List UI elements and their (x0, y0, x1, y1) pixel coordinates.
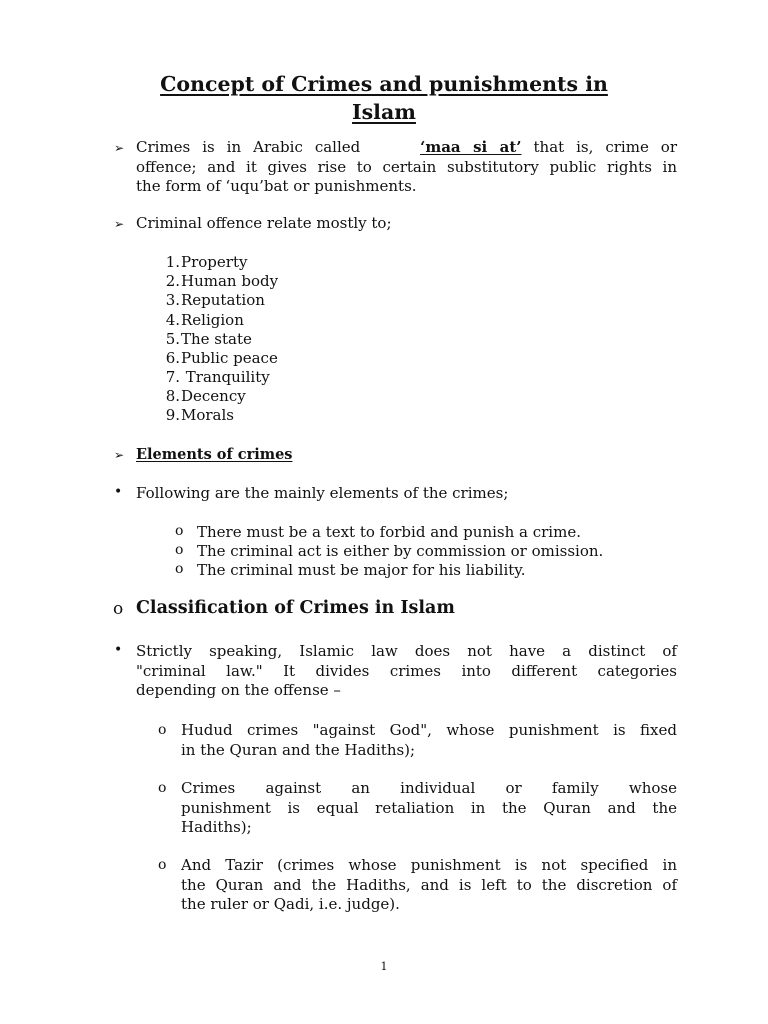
circle-bullet-icon: o (175, 523, 184, 539)
circle-bullet-icon: o (158, 857, 167, 873)
list-item: Property (181, 253, 248, 271)
list-number: 2. (165, 272, 180, 290)
page-title-line2: Islam (352, 100, 416, 124)
list-item: Morals (181, 406, 234, 424)
arabic-term: ‘maa si at’ (420, 138, 522, 156)
elements-heading: Elements of crimes (136, 446, 293, 463)
text-line: Crimes against an individual or family whose (181, 779, 677, 797)
intro-line-3: the form of ‘uqu’bat or punishments. (136, 177, 417, 195)
intro-paragraph (136, 138, 677, 197)
list-number: 4. (165, 311, 180, 329)
text-line: punishment is equal retaliation in the Quran and the (181, 798, 677, 817)
intro-line-2: offence; and it gives rise to certain substitutory public rights in (136, 157, 677, 176)
arrow-bullet-icon: ➢ (114, 141, 125, 155)
text-line: the ruler or Qadi, i.e. judge). (181, 895, 400, 913)
circle-bullet-icon: o (175, 561, 184, 577)
circle-bullet-icon: o (113, 599, 124, 619)
intro-line-1 (136, 138, 677, 158)
list-number: 8. (165, 387, 180, 405)
category-tazir (181, 856, 677, 915)
circle-bullet-icon: o (175, 542, 184, 558)
text-line: Hadiths); (181, 818, 252, 836)
section-heading: Classification of Crimes in Islam (136, 598, 455, 618)
intro-lead: Crimes is in Arabic called (136, 138, 361, 156)
text-line: in the Quran and the Hadiths); (181, 740, 416, 759)
list-item: There must be a text to forbid and punish a crime. (197, 523, 581, 541)
page-title: Concept of Crimes and punishments in (160, 72, 608, 96)
list-number: 6. (165, 349, 180, 367)
arrow-bullet-icon: ➢ (114, 217, 125, 231)
category-hudud (181, 721, 677, 760)
text-line: the Quran and the Hadiths, and is left to the discretion of (181, 875, 677, 894)
list-item: The criminal must be major for his liability. (197, 561, 526, 579)
list-item: Decency (181, 387, 246, 405)
classification-intro (136, 642, 677, 701)
category-qisas (181, 779, 677, 838)
list-number: 7. (165, 368, 180, 386)
arrow-bullet-icon: ➢ (114, 448, 125, 462)
list-item: Tranquility (181, 368, 270, 386)
text-line: Hudud crimes "against God", whose punishment is fixed (181, 721, 677, 739)
list-item: Reputation (181, 291, 265, 309)
list-item: Human body (181, 272, 279, 290)
list-item: The state (181, 330, 252, 348)
circle-bullet-icon: o (158, 780, 167, 796)
dot-bullet-icon: • (114, 642, 123, 658)
offence-heading: Criminal offence relate mostly to; (136, 214, 392, 232)
circle-bullet-icon: o (158, 722, 167, 738)
text-line: And Tazir (crimes whose punishment is not specified in (181, 856, 677, 874)
dot-bullet-icon: • (114, 484, 123, 500)
list-number: 5. (165, 330, 180, 348)
intro-line1-rest: that is, crime or (533, 138, 678, 156)
list-item: The criminal act is either by commission or omission. (197, 542, 604, 560)
text-line: "criminal law." It divides crimes into different categories (136, 661, 677, 680)
page-number: 1 (380, 960, 388, 973)
elements-intro: Following are the mainly elements of the crimes; (136, 484, 509, 502)
list-item: Public peace (181, 349, 278, 367)
list-item: Religion (181, 311, 244, 329)
text-line: depending on the offense – (136, 681, 341, 699)
text-line: Strictly speaking, Islamic law does not have a distinct of (136, 642, 677, 660)
list-number: 3. (165, 291, 180, 309)
list-number: 1. (165, 253, 180, 271)
list-number: 9. (165, 406, 180, 424)
